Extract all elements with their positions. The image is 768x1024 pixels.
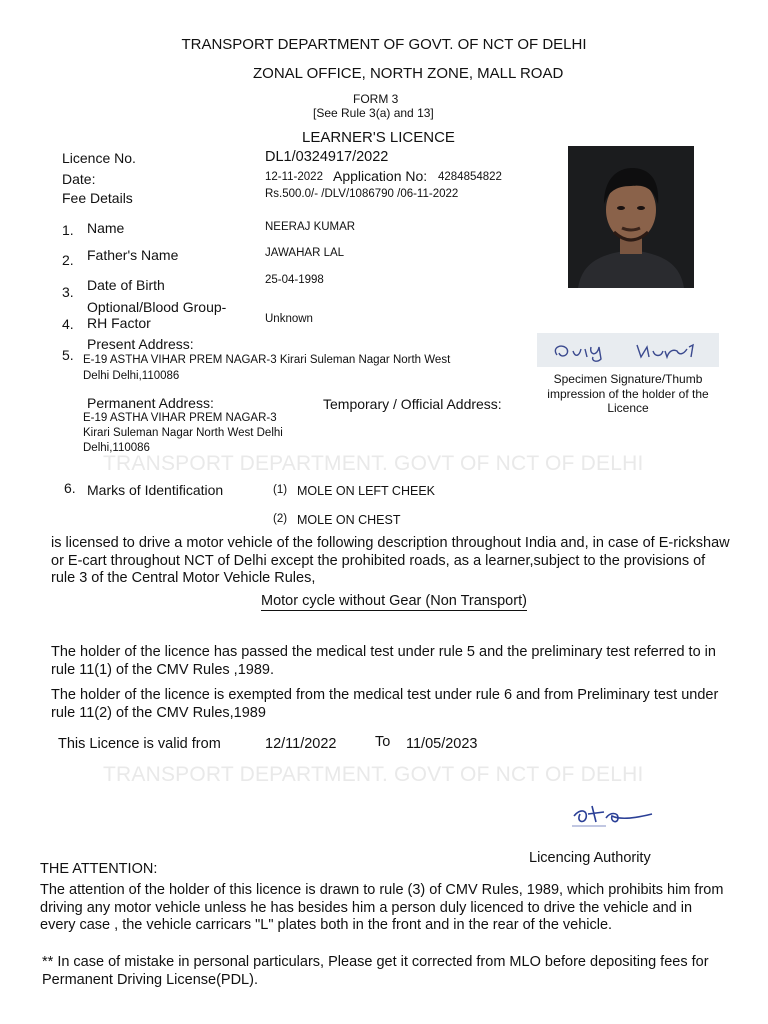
valid-to-date: 11/05/2023 — [406, 736, 478, 752]
name-label: Name — [87, 220, 125, 236]
holder-signature — [537, 333, 719, 367]
mark-1-value: MOLE ON LEFT CHEEK — [297, 484, 435, 498]
mark-number: (2) — [273, 513, 288, 525]
present-address-line: Delhi Delhi,110086 — [83, 370, 180, 382]
mark-number: (1) — [273, 484, 288, 496]
licensed-statement: is licensed to drive a motor vehicle of the following description throughout India and, in case of E-rickshaw or E-cart throughout NCT of Delhi except the prohibited roads, as a learner,subject to the provisions of rule 3 of the Central Motor Vehicle Rules, — [51, 535, 730, 586]
date-of-birth-label: Date of Birth — [87, 277, 165, 293]
item-number: 2. — [62, 252, 74, 268]
valid-from-date: 12/11/2022 — [265, 736, 337, 752]
date-value: 12-11-2022 — [265, 171, 323, 183]
validity-to-label: To — [375, 734, 391, 750]
application-no-label: Application No: — [333, 168, 428, 184]
signature-caption: impression of the holder of the — [547, 387, 709, 401]
validity-label: This Licence is valid from — [58, 736, 221, 752]
fee-details-value: Rs.500.0/- /DLV/1086790 /06-11-2022 — [265, 188, 459, 200]
rule-reference: [See Rule 3(a) and 13] — [313, 106, 434, 120]
document-title: LEARNER'S LICENCE — [302, 129, 455, 146]
signature-caption: Specimen Signature/Thumb — [553, 372, 703, 386]
name-value: NEERAJ KUMAR — [265, 221, 356, 233]
fee-details-label: Fee Details — [62, 190, 133, 206]
date-label: Date: — [62, 171, 96, 187]
authority-signature — [566, 798, 658, 832]
zonal-office-heading: ZONAL OFFICE, NORTH ZONE, MALL ROAD — [253, 65, 564, 82]
vehicle-class: Motor cycle without Gear (Non Transport) — [261, 593, 527, 609]
licence-no-value: DL1/0324917/2022 — [265, 149, 389, 165]
rh-factor-label: RH Factor — [87, 315, 151, 331]
licence-no-label: Licence No. — [62, 150, 136, 166]
person-silhouette-icon — [568, 146, 694, 288]
item-number: 1. — [62, 222, 74, 238]
attention-note: ** In case of mistake in personal particulars, Please get it corrected from MLO before depositing fees for Permanent Driving License(PDL). — [42, 954, 709, 988]
blood-group-label: Optional/Blood Group- — [87, 299, 227, 315]
mark-2-value: MOLE ON CHEST — [297, 513, 401, 527]
medical-exempt-statement: The holder of the licence is exempted from the medical test under rule 6 and from Preliminary test under rule 11(2) of the CMV Rules,1989 — [51, 687, 719, 721]
item-number: 6. — [64, 480, 76, 496]
medical-passed-statement: The holder of the licence has passed the medical test under rule 5 and the preliminary test referred to in rule 11(1) of the CMV Rules ,1989. — [51, 644, 716, 678]
department-heading: TRANSPORT DEPARTMENT OF GOVT. OF NCT OF DELHI — [181, 36, 587, 53]
signature-icon — [537, 333, 719, 367]
father-name-value: JAWAHAR LAL — [265, 247, 345, 259]
item-number: 5. — [62, 347, 74, 363]
permanent-address-line: E-19 ASTHA VIHAR PREM NAGAR-3 — [83, 412, 277, 424]
marks-of-identification-label: Marks of Identification — [87, 482, 224, 498]
attention-text: The attention of the holder of this licence is drawn to rule (3) of CMV Rules, 1989, which prohibits him from driving any motor vehicle unless he has besides him a person duly licenced to drive the vehicle and in every case , the vehicle carricars "L" plates both in the front and in the rear of the vehicle. — [40, 882, 724, 933]
item-number: 3. — [62, 284, 74, 300]
blood-group-value: Unknown — [265, 313, 313, 325]
father-name-label: Father's Name — [87, 247, 179, 263]
permanent-address-line: Delhi,110086 — [83, 442, 150, 454]
attention-heading: THE ATTENTION: — [40, 861, 158, 877]
present-address-line: E-19 ASTHA VIHAR PREM NAGAR-3 Kirari Suleman Nagar North West — [83, 354, 451, 366]
authority-signature-icon — [566, 798, 658, 832]
application-no-value: 4284854822 — [438, 171, 502, 183]
signature-caption: Licence — [607, 401, 649, 415]
holder-photo — [568, 146, 694, 288]
temporary-address-label: Temporary / Official Address: — [323, 396, 502, 412]
watermark: TRANSPORT DEPARTMENT. GOVT OF NCT OF DELHI — [103, 763, 644, 786]
permanent-address-line: Kirari Suleman Nagar North West Delhi — [83, 427, 283, 439]
permanent-address-label: Permanent Address: — [87, 395, 214, 411]
form-number: FORM 3 — [353, 92, 399, 106]
watermark: TRANSPORT DEPARTMENT. GOVT OF NCT OF DELHI — [103, 452, 644, 475]
date-of-birth-value: 25-04-1998 — [265, 274, 324, 286]
item-number: 4. — [62, 316, 74, 332]
licencing-authority-label: Licencing Authority — [529, 850, 651, 866]
present-address-label: Present Address: — [87, 336, 194, 352]
